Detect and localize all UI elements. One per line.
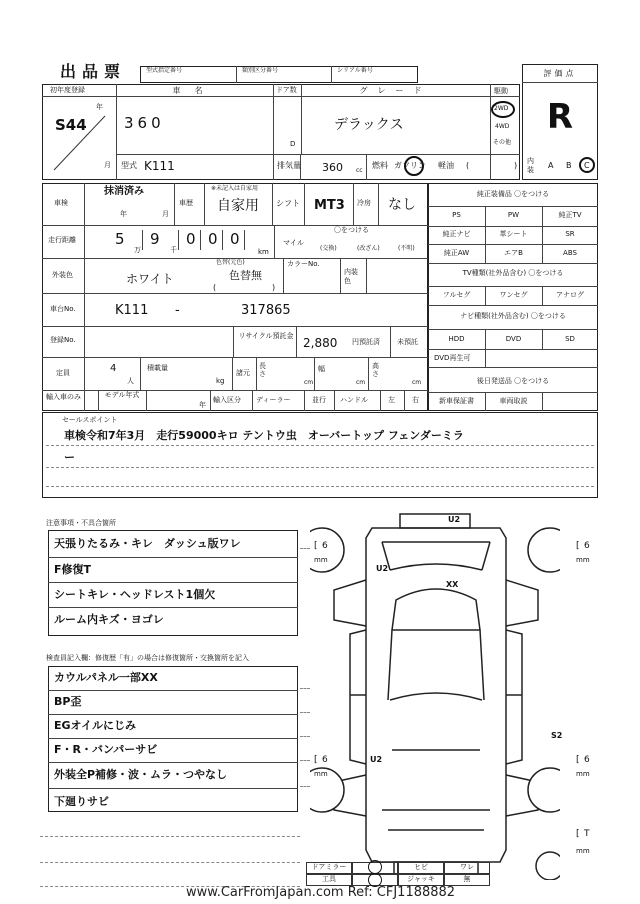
mileage-label: 走行距離 (48, 236, 76, 244)
damage-mark-roof: XX (446, 580, 459, 589)
ac-value: なし (388, 197, 416, 213)
navi-title: ナビ種類(社外品含む) 〇をつける (460, 312, 566, 320)
sales-point-label: セールスポイント (62, 416, 118, 424)
tire-unit-spare: mm (576, 847, 590, 855)
mileage-digit-5: 0 (230, 230, 240, 248)
tire-unit-fl: mm (314, 556, 328, 564)
drive-circle (491, 101, 515, 118)
doors-label: ドア数 (276, 86, 297, 94)
shaken-year: 年 (120, 210, 127, 218)
handle-left: 左 (388, 396, 395, 404)
model-cert-label: 型式指定番号 (146, 67, 183, 74)
shaken-label: 車検 (54, 199, 68, 207)
caution-item-3: シートキレ・ヘッドレスト1個欠 (54, 588, 216, 601)
use-value: 自家用 (217, 198, 259, 214)
chassis-number: 317865 (241, 303, 291, 318)
length-cm: cm (304, 379, 314, 386)
tire-depth-rr: 6 (584, 755, 590, 765)
handle-right: 右 (412, 396, 419, 404)
tv-analog: アナログ (556, 291, 584, 299)
km-unit: km (258, 248, 269, 256)
door-type: D (290, 140, 296, 148)
car-diagram (310, 510, 563, 880)
grade-label: グレード (359, 86, 432, 95)
caution-item-1: 天張りたるみ・キレ ダッシュ版ワレ (54, 537, 241, 550)
drive-other: その他 (493, 139, 512, 146)
interior-color-label: 内装色 (344, 268, 358, 285)
caution-item-2: F修復T (54, 563, 92, 576)
shift-value: MT3 (314, 198, 345, 213)
import-class-dealer: ディーラー (256, 396, 291, 404)
tire-depth-fl: 6 (322, 541, 328, 551)
page-title: 出品票 (60, 62, 127, 81)
opt-leather: 革シート (499, 230, 528, 238)
load-label: 積載量 (147, 364, 168, 372)
damage-mark-top: U2 (448, 515, 461, 524)
color-change-label: 色替(元色) (216, 259, 245, 266)
ac-label: 冷房 (357, 199, 371, 207)
inspector-item-6: 下廻りサビ (54, 795, 109, 808)
navi-hdd: HDD (448, 335, 465, 343)
grade-value: デラックス (334, 117, 404, 133)
dvd-label: DVD再生可 (434, 354, 471, 362)
opt-abs: ABS (563, 249, 577, 257)
fuel-light-oil: 軽油 (438, 161, 454, 170)
inspector-item-3: EGオイルにじみ (54, 719, 136, 732)
legend-circle-mirror (368, 860, 382, 874)
width-cm: cm (356, 379, 366, 386)
length-label: 長さ (259, 362, 266, 378)
opt-pw: PW (507, 211, 520, 219)
inspection-table (42, 183, 428, 411)
recycle-status-deposited: 円預託済 (352, 338, 380, 346)
legend-mirror: ドアミラー (306, 862, 352, 874)
first-reg-value: S44 (55, 116, 87, 134)
slash-mark (50, 112, 110, 174)
shaken-month: 月 (162, 210, 169, 218)
docs-manual: 車両取説 (499, 397, 528, 405)
legend-none: 無 (444, 874, 490, 886)
watermark: www.CarFromJapan.com Ref: CFJ1188882 (186, 885, 456, 900)
legend-broken: ワレ (444, 862, 490, 874)
interior-circle (579, 157, 595, 173)
model-label: 型式 (121, 161, 137, 170)
color-label: 外装色 (52, 271, 73, 279)
caution-label: 注意事項・不具合箇所 (46, 519, 116, 527)
inspector-item-4: F・R・バンパーサビ (54, 743, 158, 756)
sen-unit: 千 (170, 246, 177, 254)
sales-point-line2: ー (64, 451, 75, 464)
tire-depth-rl: 6 (322, 755, 328, 765)
drive-4wd: 4WD (495, 123, 510, 130)
use-label: 車歴 (179, 199, 193, 207)
interior-grade-a: A (548, 161, 554, 170)
opt-tv: 純正TV (558, 211, 582, 219)
interior-grade-c: C (584, 161, 590, 170)
capacity-value: 4 (110, 363, 117, 374)
opt-airbag: エアB (504, 249, 523, 257)
shift-label: シフト (276, 199, 300, 208)
opt-ps: PS (452, 211, 461, 219)
import-class-label: 輸入区分 (213, 396, 241, 404)
import-class-parallel: 並行 (312, 396, 326, 404)
opt-sr: SR (565, 230, 575, 238)
inspector-item-1: カウルパネル一部XX (54, 671, 158, 684)
genuine-title: 純正装備品 〇をつける (476, 190, 550, 198)
model-year-label: モデル年式 (104, 391, 140, 399)
tire-unit-fr: mm (576, 556, 590, 564)
use-note: ※未記入は自家用 (211, 185, 259, 192)
drive-label: 駆動 (494, 87, 508, 95)
car-name-label: 車名 (172, 86, 217, 95)
serial-label: シリアル番号 (337, 67, 373, 74)
car-name-value: 360 (124, 114, 165, 132)
circle-instruction: 〇をつける (334, 226, 369, 234)
year-unit: 年 (96, 103, 103, 111)
docs-warranty: 新車保証書 (439, 397, 474, 405)
recycle-label: リサイクル預託金 (238, 332, 294, 340)
recycle-status-not: 未預託 (397, 338, 418, 346)
mileage-digit-4: 0 (208, 230, 218, 248)
mileage-modified: (改ざん) (357, 245, 380, 252)
navi-dvd: DVD (505, 335, 522, 343)
tire-unit-rl: mm (314, 770, 328, 778)
recycle-value: 2,880 (303, 336, 338, 350)
mileage-digit-1: 5 (115, 230, 125, 248)
legend-crack: ヒビ (398, 862, 444, 874)
handle-label: ハンドル (340, 396, 368, 404)
person-unit: 人 (127, 377, 134, 385)
docs-title: 後日発送品 〇をつける (476, 377, 550, 385)
score-label: 評価点 (543, 69, 577, 78)
fuel-gasoline: ガソリン (394, 161, 426, 170)
chassis-dash: - (175, 303, 180, 318)
inspector-label: 検査員記入欄：修復歴「有」の場合は修復箇所・交換箇所を記入 (46, 654, 249, 662)
tv-full: フルセグ (442, 291, 471, 299)
mileage-unknown: (不明) (398, 245, 415, 252)
mileage-digit-3: 0 (186, 230, 196, 248)
displacement-label: 排気量 (277, 161, 301, 170)
sales-point-line1: 車検令和7年3月 走行59000キロ テントウ虫 オーバートップ フェンダーミラ (64, 429, 464, 442)
model-year-unit: 年 (199, 401, 206, 409)
tv-title: TV種類(社外品含む) 〇をつける (462, 269, 564, 277)
opt-aw: 純正AW (443, 249, 470, 257)
caution-item-4: ルーム内キズ・ヨゴレ (54, 613, 164, 626)
mile-label: マイル (283, 239, 304, 247)
regno-label: 登録No. (50, 336, 76, 344)
model-value: K111 (144, 159, 175, 173)
first-reg-label: 初年度登録 (50, 86, 85, 94)
month-unit: 月 (104, 161, 111, 169)
drive-2wd: 2WD (494, 105, 509, 112)
navi-sd: SD (565, 335, 575, 343)
color-no-label: カラーNo. (287, 260, 320, 268)
shaken-value: 抹消済み (104, 186, 144, 197)
inspector-item-2: BP歪 (54, 695, 82, 708)
interior-grade-b: B (566, 161, 572, 170)
cc-unit: cc (356, 167, 363, 174)
chassis-label: 車台No. (50, 305, 76, 313)
damage-mark-rear: U2 (370, 755, 383, 764)
tire-depth-fr: 6 (584, 541, 590, 551)
kg-unit: kg (216, 377, 225, 385)
dims-label: 諸元 (236, 369, 250, 377)
color-change-value: 色替無 (229, 269, 262, 282)
mileage-exchanged: (交換) (320, 245, 337, 252)
fuel-circle (404, 156, 424, 176)
height-label: 高さ (372, 362, 379, 378)
tv-one: ワンセグ (499, 291, 528, 299)
man-unit: 万 (134, 246, 141, 254)
opt-navi: 純正ナビ (442, 230, 471, 238)
color-value: ホワイト (126, 272, 174, 286)
damage-mark-hood: U2 (376, 564, 389, 573)
tire-unit-rr: mm (576, 770, 590, 778)
fuel-label: 燃料 (372, 161, 388, 170)
inspector-box (48, 666, 298, 812)
capacity-label: 定員 (56, 369, 70, 377)
height-cm: cm (412, 379, 422, 386)
score-value: R (546, 97, 574, 137)
import-label: 輸入車のみ (46, 393, 81, 401)
spare-label: T (584, 829, 590, 839)
legend-tools: 工具 (306, 874, 352, 886)
interior-label: 内装 (527, 157, 534, 174)
legend-jack: ジャッキ (398, 874, 444, 886)
damage-mark-right: S2 (551, 731, 563, 740)
inspector-item-5: 外装全P補修・波・ムラ・つやなし (54, 768, 228, 781)
width-label: 幅 (318, 365, 325, 373)
mileage-digit-2: 9 (150, 230, 160, 248)
category-label: 類別区分番号 (242, 67, 279, 74)
chassis-model: K111 (115, 303, 149, 318)
displacement-value: 360 (322, 161, 343, 174)
